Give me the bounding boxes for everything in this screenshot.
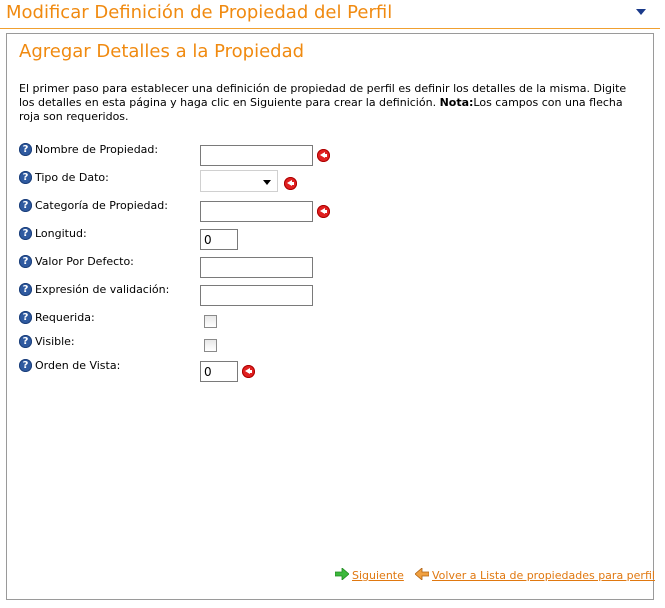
next-link[interactable]: Siguiente	[352, 569, 404, 582]
required-label: Requerida:	[35, 311, 95, 324]
help-icon[interactable]: ?	[19, 335, 32, 348]
data-type-select[interactable]	[200, 170, 278, 192]
help-icon[interactable]: ?	[19, 227, 32, 240]
chevron-down-icon	[263, 180, 271, 185]
property-name-input[interactable]	[200, 145, 313, 166]
view-order-input[interactable]	[200, 361, 238, 382]
help-icon[interactable]: ?	[19, 143, 32, 156]
note-text: Los campos con una flecha roja son requeridos.	[19, 96, 623, 123]
default-value-input[interactable]	[200, 257, 313, 278]
page-header	[0, 0, 660, 29]
intro-paragraph	[19, 82, 641, 124]
help-icon[interactable]: ?	[19, 283, 32, 296]
field-row-data-type	[7, 171, 647, 199]
data-type-label: Tipo de Dato:	[35, 171, 109, 184]
visible-label: Visible:	[35, 335, 75, 348]
help-icon[interactable]: ?	[19, 255, 32, 268]
property-category-input[interactable]	[200, 201, 313, 222]
length-input[interactable]	[200, 229, 238, 250]
green-arrow-right-icon[interactable]	[335, 568, 349, 580]
required-arrow-icon	[317, 205, 330, 218]
required-arrow-icon	[242, 365, 255, 378]
required-arrow-icon	[317, 149, 330, 162]
view-order-label: Orden de Vista:	[35, 359, 121, 372]
visible-checkbox[interactable]	[204, 339, 217, 352]
property-name-label: Nombre de Propiedad:	[35, 143, 159, 156]
help-icon[interactable]: ?	[19, 171, 32, 184]
field-row-view-order	[7, 359, 647, 387]
required-checkbox[interactable]	[204, 315, 217, 328]
length-label: Longitud:	[35, 227, 87, 240]
note-label: Nota:	[439, 96, 474, 109]
property-category-label: Categoría de Propiedad:	[35, 199, 168, 212]
intro-text: El primer paso para establecer una definición de propiedad de perfil es definir los detalles de la misma. Digite los detalles en esta página y haga clic en Siguiente para crear la definición.	[19, 82, 627, 109]
property-details-panel	[6, 33, 654, 600]
validation-expression-input[interactable]	[200, 285, 313, 306]
chevron-down-icon[interactable]	[636, 9, 646, 15]
required-arrow-icon	[284, 177, 297, 190]
section-title: Agregar Detalles a la Propiedad	[19, 41, 305, 62]
help-icon[interactable]: ?	[19, 311, 32, 324]
default-value-label: Valor Por Defecto:	[35, 255, 134, 268]
help-icon[interactable]: ?	[19, 199, 32, 212]
orange-arrow-left-icon[interactable]	[415, 568, 429, 580]
field-row-validation-expression	[7, 283, 647, 311]
back-to-list-link[interactable]: Volver a Lista de propiedades para perfil	[432, 569, 655, 582]
field-row-property-category	[7, 199, 647, 227]
field-row-property-name	[7, 143, 647, 171]
help-icon[interactable]: ?	[19, 359, 32, 372]
field-row-length	[7, 227, 647, 255]
page-title: Modificar Definición de Propiedad del Perfil	[6, 2, 393, 23]
validation-expression-label: Expresión de validación:	[35, 283, 170, 296]
field-row-default-value	[7, 255, 647, 283]
